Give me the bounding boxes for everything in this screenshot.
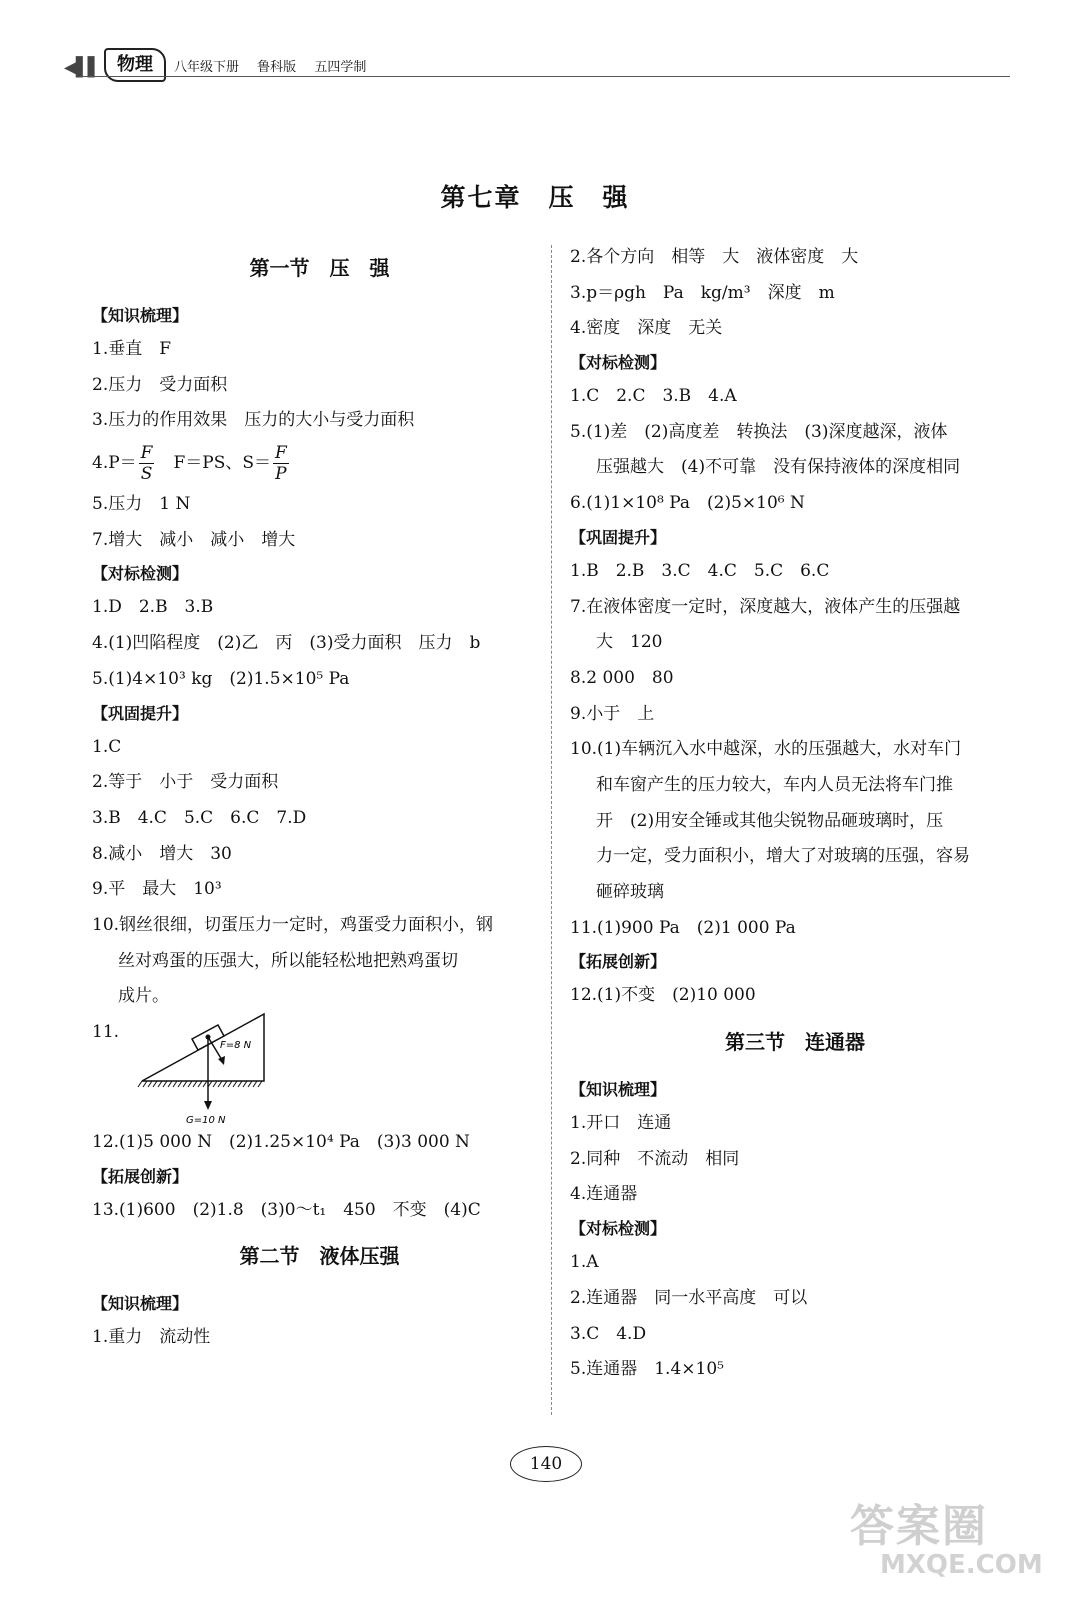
ground-hatch [168, 1081, 172, 1087]
section-tag: 【对标检测】 [570, 353, 667, 373]
ground-hatch [213, 1081, 217, 1087]
answer-line: 4.密度 深度 无关 [570, 318, 723, 339]
edition-label: 鲁科版 [257, 60, 297, 75]
answer-line-continued: 砸碎玻璃 [596, 882, 664, 902]
left-column [92, 240, 547, 1356]
section-tag: 【巩固提升】 [92, 703, 189, 723]
answer-line-continued: 和车窗产生的压力较大，车内人员无法将车门推 [596, 774, 953, 795]
page-number: 140 [510, 1446, 582, 1482]
section-heading: 第一节 压 强 [249, 256, 390, 280]
ground-hatch [233, 1081, 237, 1087]
answer-line: 7.在液体密度一定时，深度越大，液体产生的压强越 [570, 596, 961, 617]
answer-line: 2.各个方向 相等 大 液体密度 大 [570, 247, 859, 267]
answer-line: 8.2 000 80 [570, 667, 674, 688]
pressure-arrowhead [218, 1056, 225, 1065]
answer-line-continued: 丝对鸡蛋的压强大，所以能轻松地把熟鸡蛋切 [118, 950, 458, 971]
section-tag: 【对标检测】 [92, 564, 189, 584]
answer-line: 9.平 最大 10³ [92, 879, 222, 900]
subject-badge: 物理 [104, 48, 166, 82]
ground-hatch [158, 1081, 162, 1087]
section-tag: 【拓展创新】 [570, 952, 667, 972]
weight-label: G=10 N [186, 1115, 226, 1125]
ground-hatch [243, 1081, 247, 1087]
answer-line: 4.(1)凹陷程度 (2)乙 丙 (3)受力面积 压力 b [92, 633, 481, 654]
ground-hatch [238, 1081, 242, 1087]
answer-line: 2.压力 受力面积 [92, 374, 228, 395]
answer-line: 1.C 2.C 3.B 4.A [570, 386, 737, 407]
ground-hatch [183, 1081, 187, 1087]
watermark-logo: 答案圈 [850, 1501, 988, 1552]
fraction-denominator: S [140, 464, 153, 485]
force-label: F=8 N [220, 1040, 252, 1051]
formula-prefix: 4.P＝ [92, 453, 137, 474]
fraction-denominator: P [275, 464, 287, 485]
ground-hatch [163, 1081, 167, 1087]
ground-hatch [248, 1081, 252, 1087]
figure-label: 11. [92, 1022, 120, 1042]
fraction-f-over-s [139, 443, 155, 484]
ground-hatch [138, 1081, 142, 1087]
section-tag: 【拓展创新】 [92, 1166, 189, 1186]
ground-hatch [218, 1081, 222, 1087]
ground-hatch [143, 1081, 147, 1087]
answer-line-continued: 大 120 [596, 632, 663, 653]
ground-hatch [148, 1081, 152, 1087]
answer-line: 2.连通器 同一水平高度 可以 [570, 1287, 808, 1308]
ground-hatch [198, 1081, 202, 1087]
answer-line: 3.C 4.D [570, 1323, 647, 1344]
fraction-f-over-p [273, 443, 289, 484]
weight-arrowhead [204, 1101, 212, 1110]
right-column [570, 240, 1020, 1388]
answer-line: 8.减小 增大 30 [92, 843, 232, 864]
formula-line [92, 439, 547, 487]
ground-hatch [153, 1081, 157, 1087]
ground-hatch [258, 1081, 262, 1087]
chapter-title: 第七章 压 强 [440, 183, 630, 212]
ground-hatch [173, 1081, 177, 1087]
section-tag: 【巩固提升】 [570, 527, 667, 547]
answer-line: 2.同种 不流动 相同 [570, 1148, 740, 1169]
ground-hatch [178, 1081, 182, 1087]
answer-line: 6.(1)1×10⁸ Pa (2)5×10⁶ N [570, 493, 805, 514]
answer-line: 7.增大 减小 减小 增大 [92, 529, 296, 550]
answer-line: 3.p＝ρgh Pa kg/m³ 深度 m [570, 282, 835, 303]
answer-line: 1.垂直 F [92, 339, 172, 359]
answer-line: 12.(1)5 000 N (2)1.25×10⁴ Pa (3)3 000 N [92, 1132, 470, 1152]
answer-line: 1.开口 连通 [570, 1113, 672, 1134]
answer-line: 5.(1)4×10³ kg (2)1.5×10⁵ Pa [92, 668, 350, 689]
answer-line: 13.(1)600 (2)1.8 (3)0～t₁ 450 不变 (4)C [92, 1199, 481, 1220]
watermark-url: MXQE.COM [880, 1550, 1043, 1580]
header-rule [80, 76, 1010, 77]
answer-line: 1.A [570, 1252, 599, 1273]
answer-line: 1.重力 流动性 [92, 1327, 211, 1348]
section-tag: 【对标检测】 [570, 1219, 667, 1239]
answer-line-continued: 开 (2)用安全锤或其他尖锐物品砸玻璃时，压 [596, 810, 944, 831]
fraction-numerator: F [275, 443, 287, 464]
section-tag: 【知识梳理】 [92, 306, 189, 325]
answer-line: 5.压力 1 N [92, 494, 191, 515]
header-bars-icon: ◀▌▌ [64, 57, 100, 78]
answer-line: 2.等于 小于 受力面积 [92, 772, 279, 793]
fraction-numerator: F [140, 443, 153, 464]
answer-line-continued: 力一定，受力面积小，增大了对玻璃的压强，容易 [596, 846, 970, 867]
system-label: 五四学制 [314, 60, 367, 75]
section-heading: 第二节 液体压强 [239, 1244, 400, 1269]
answer-line: 10.(1)车辆沉入水中越深，水的压强越大，水对车门 [570, 739, 962, 760]
answer-line: 1.D 2.B 3.B [92, 597, 214, 618]
section-tag: 【知识梳理】 [92, 1294, 189, 1314]
header-info [174, 56, 380, 75]
ground-hatch [203, 1081, 207, 1087]
section-tag: 【知识梳理】 [570, 1080, 667, 1100]
page-header [0, 0, 1070, 100]
ground-hatch [253, 1081, 257, 1087]
ground-hatch [188, 1081, 192, 1087]
ground-hatch [228, 1081, 232, 1087]
ground-hatch [193, 1081, 197, 1087]
answer-line: 9.小于 上 [570, 703, 655, 724]
column-divider [551, 245, 552, 1415]
incline-figure [92, 1015, 547, 1125]
answer-line-continued: 压强越大 (4)不可靠 没有保持液体的深度相同 [596, 457, 961, 478]
section-heading: 第三节 连通器 [725, 1030, 865, 1055]
incline-diagram [136, 1010, 276, 1125]
answer-line: 3.B 4.C 5.C 6.C 7.D [92, 807, 307, 828]
answer-line: 1.C [92, 736, 122, 757]
grade-label: 八年级下册 [174, 60, 240, 75]
answer-line: 4.连通器 [570, 1184, 638, 1205]
answer-line: 10.钢丝很细，切蛋压力一定时，鸡蛋受力面积小，钢 [92, 914, 494, 935]
answer-line: 12.(1)不变 (2)10 000 [570, 985, 756, 1006]
formula-middle: F＝PS、S＝ [156, 453, 271, 474]
answer-line: 1.B 2.B 3.C 4.C 5.C 6.C [570, 560, 830, 581]
answer-line: 5.连通器 1.4×10⁵ [570, 1359, 724, 1380]
answer-line: 11.(1)900 Pa (2)1 000 Pa [570, 917, 796, 938]
answer-line: 5.(1)差 (2)高度差 转换法 (3)深度越深，液体 [570, 421, 948, 442]
answer-line-continued: 成片。 [118, 986, 169, 1007]
answer-line: 3.压力的作用效果 压力的大小与受力面积 [92, 410, 415, 431]
ground-hatch [223, 1081, 227, 1087]
